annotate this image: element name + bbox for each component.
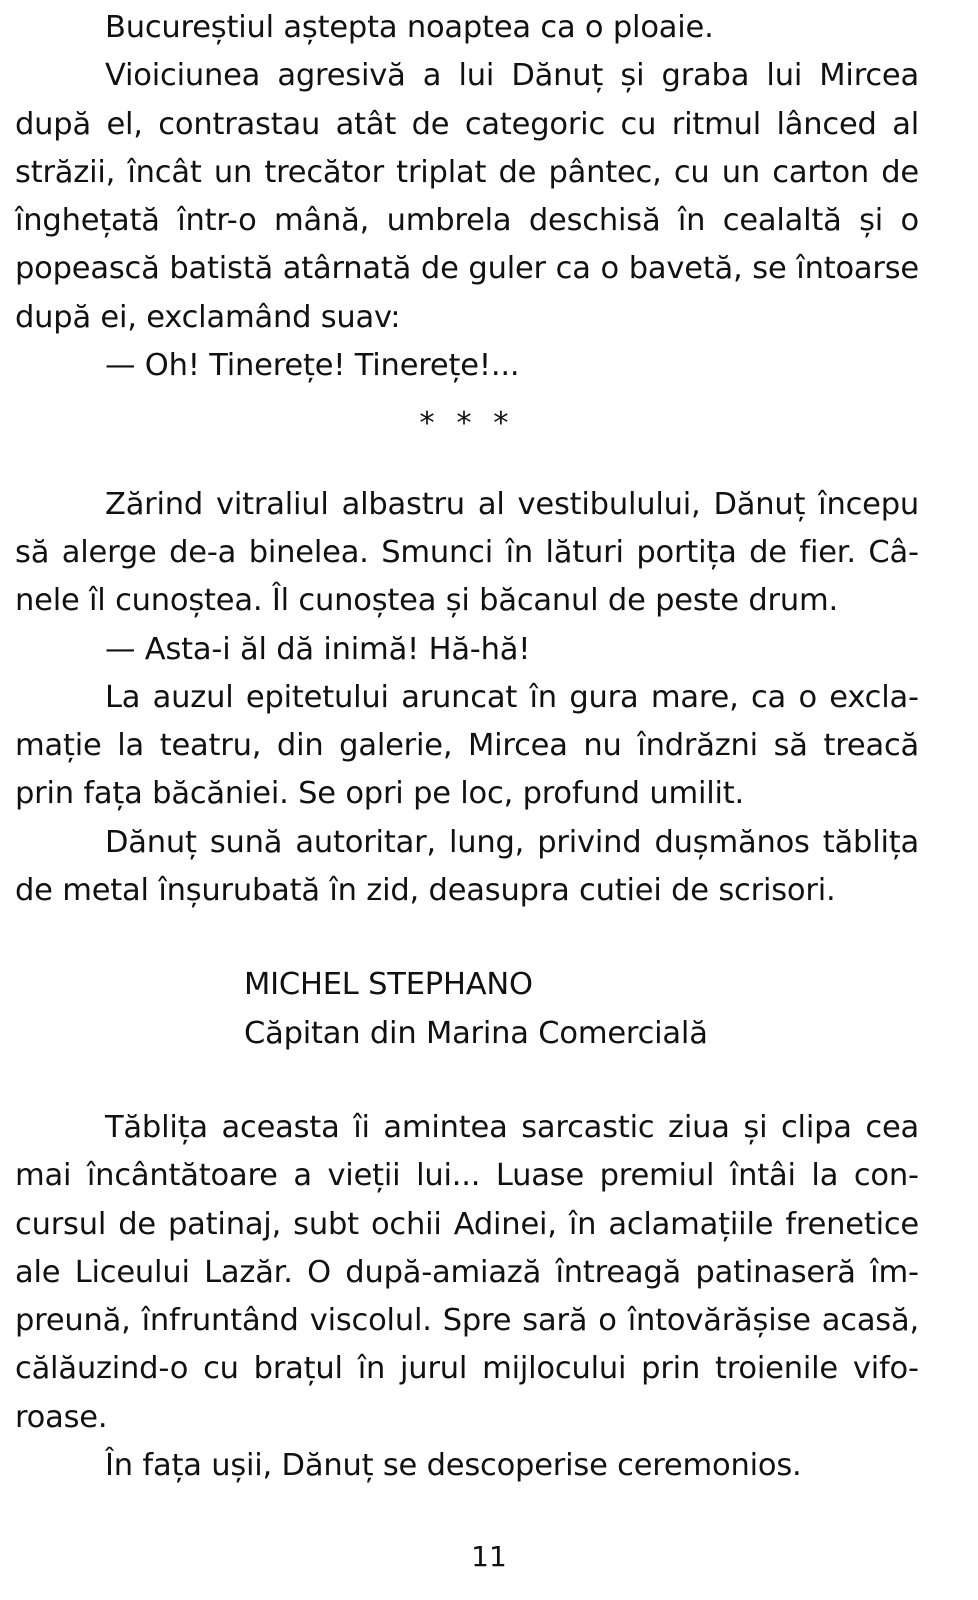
paragraph-opening: Bucureștiul aștepta noaptea ca o ploaie.	[105, 10, 714, 45]
section-separator: * * *	[419, 406, 515, 442]
page-number: 11	[471, 1540, 507, 1573]
paragraph-vestibule: Zărind vitraliul albastru al vestibulului, Dănuț începu să alerge de-a binelea. Smunci în lături portița de fier. Cânele îl cunoștea. Îl cunoștea și băcanul de peste drum.	[15, 486, 919, 619]
dialogue-line-grocer: — Asta-i ăl dă inimă! Hă-hă!	[105, 631, 531, 667]
paragraph-mircea-humiliated: La auzul epitetului aruncat în gura mare, ca o exclamație la teatru, din galerie, Mircea nu îndrăzni să treacă prin fața băcăniei. Se opri pe loc, profund umilit.	[15, 679, 919, 812]
paragraph-memory: Tăblița aceasta îi amintea sarcastic ziua și clipa cea mai încântătoare a vieții lui... Luase premiul întâi la concursul de patinaj, subt ochii Adinei, în aclamațiile frenetice ale Liceului Lazăr. O după-amiază întreagă patinaseră împreună, înfruntând viscolul. Spre sară o întovărășise acasă, călăuzind-o cu brațul în jurul mijlocului prin troienile viforoase.	[15, 1109, 919, 1435]
dialogue-line-youth: — Oh! Tinerețe! Tinerețe!...	[105, 348, 520, 384]
plaque-name: MICHEL STEPHANO	[244, 967, 533, 1003]
door-plaque	[244, 961, 919, 1058]
paragraph-street-scene: Vioiciunea agresivă a lui Dănuț și graba lui Mircea după el, contrastau atât de categoric cu ritmul lânced al străzii, încât un trecător triplat de pântec, cu un carton de înghețată într-o mână, umbrela deschisă în cealaltă și o popească batistă atârnată de guler ca o bavetă, se întoarse după ei, exclamând suav:	[15, 58, 919, 335]
paragraph-ceremony: În fața ușii, Dănuț se descoperise ceremonios.	[105, 1448, 802, 1484]
page-text	[15, 4, 919, 1490]
paragraph-doorbell: Dănuț sună autoritar, lung, privind dușmănos tăblița de metal înșurubată în zid, deasupra cutiei de scrisori.	[15, 824, 919, 909]
plaque-title: Căpitan din Marina Comercială	[244, 1015, 708, 1051]
